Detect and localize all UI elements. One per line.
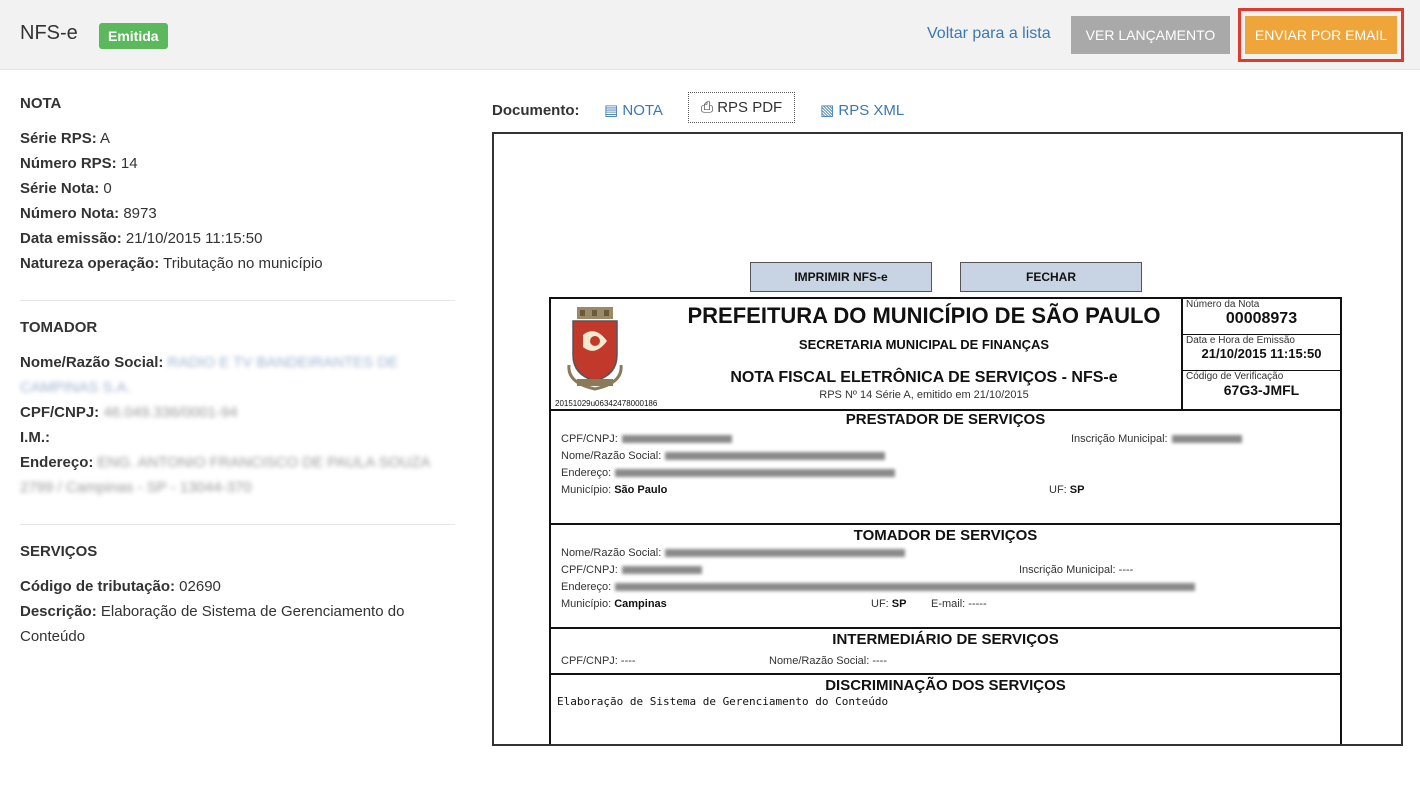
note-number-cell: Número da Nota 00008973 <box>1183 299 1340 335</box>
prestador-city: Município: São Paulo <box>561 484 668 496</box>
prestador-name: Nome/Razão Social: <box>561 450 885 462</box>
prestador-title: PRESTADOR DE SERVIÇOS <box>845 411 1046 428</box>
view-entry-button[interactable]: VER LANÇAMENTO <box>1071 16 1230 54</box>
nfse-title: NOTA FISCAL ELETRÔNICA DE SERVIÇOS - NFS-e <box>730 369 1118 386</box>
servico-description: Descrição: Elaboração de Sistema de Gerenciamento do Conteúdo <box>20 603 405 645</box>
note-info-box <box>1181 299 1340 411</box>
prestador-cpf: CPF/CNPJ: <box>561 433 732 445</box>
email-button-highlight <box>1238 8 1404 62</box>
intermediario-cpf: CPF/CNPJ: ---- <box>561 655 636 667</box>
prestador-uf: UF: SP <box>1049 484 1085 496</box>
discriminacao-title: DISCRIMINAÇÃO DOS SERVIÇOS <box>825 677 1066 694</box>
intermediario-name: Nome/Razão Social: ---- <box>769 655 887 667</box>
tab-rps-xml[interactable]: ▧ RPS XML <box>820 102 905 119</box>
verification-cell: Código de Verificação 67G3-JMFL <box>1186 371 1300 398</box>
tomador-doc-address: Endereço: <box>561 581 1195 593</box>
details-panel <box>20 95 455 649</box>
city-hall-title: PREFEITURA DO MUNICÍPIO DE SÃO PAULO <box>687 303 1161 328</box>
print-nfse-button[interactable]: IMPRIMIR NFS-e <box>750 262 932 292</box>
pdf-icon: ⎙ <box>701 99 714 116</box>
tomador-name: Nome/Razão Social: RADIO E TV BANDEIRANTES DE CAMPINAS S.A. <box>20 354 399 396</box>
tomador-doc-section <box>551 525 1340 629</box>
xml-icon: ▧ <box>820 102 835 119</box>
tomador-doc-uf: UF: SP <box>871 598 907 610</box>
city-crest-icon <box>565 305 625 391</box>
tomador-im: I.M.: <box>20 429 50 446</box>
page-title: NFS-e <box>20 22 78 44</box>
servicos-section-title: SERVIÇOS <box>20 543 98 560</box>
tomador-doc-name: Nome/Razão Social: <box>561 547 905 559</box>
tomador-doc-title: TOMADOR DE SERVIÇOS <box>853 527 1038 544</box>
prestador-address: Endereço: <box>561 467 895 479</box>
tab-rps-pdf[interactable]: ⎙ RPS PDF <box>688 92 795 123</box>
tomador-doc-city: Município: Campinas <box>561 598 667 610</box>
status-badge: Emitida <box>99 23 168 49</box>
secretariat-title: SECRETARIA MUNICIPAL DE FINANÇAS <box>798 337 1050 352</box>
intermediario-title: INTERMEDIÁRIO DE SERVIÇOS <box>832 631 1059 648</box>
intermediario-section <box>551 629 1340 675</box>
servico-code: Código de tributação: 02690 <box>20 578 221 595</box>
nfse-header <box>551 299 1340 411</box>
verification-code-line: 20151029u06342478000186 <box>555 399 658 408</box>
discriminacao-section <box>551 675 1340 746</box>
prestador-im: Inscrição Municipal: <box>1071 433 1242 445</box>
discriminacao-text: Elaboração de Sistema de Gerenciamento do Conteúdo <box>557 695 889 708</box>
document-icon: ▤ <box>604 102 619 119</box>
document-label: Documento: <box>492 102 580 119</box>
nota-field: Série Nota: 0 <box>20 180 112 197</box>
nota-field: Natureza operação: Tributação no município <box>20 255 323 272</box>
tomador-doc-im: Inscrição Municipal: ---- <box>1019 564 1134 576</box>
nota-field: Número Nota: 8973 <box>20 205 157 222</box>
send-email-button[interactable]: ENVIAR POR EMAIL <box>1245 16 1397 54</box>
tab-nota[interactable]: ▤ NOTA <box>604 102 663 119</box>
tomador-address: Endereço: ENG. ANTONIO FRANCISCO DE PAULA SOUZA 2799 / Campinas - SP - 13044-370 <box>20 454 430 496</box>
nota-section-title: NOTA <box>20 95 62 112</box>
top-bar <box>0 0 1420 70</box>
nota-field: Data emissão: 21/10/2015 11:15:50 <box>20 230 263 247</box>
divider <box>20 300 455 301</box>
tomador-section-title: TOMADOR <box>20 319 98 336</box>
emission-date-cell: Data e Hora de Emissão 21/10/2015 11:15:50 <box>1183 335 1340 371</box>
close-button[interactable]: FECHAR <box>960 262 1142 292</box>
tomador-cnpj: CPF/CNPJ: 46.049.336/0001-94 <box>20 404 238 421</box>
prestador-section <box>551 411 1340 525</box>
tomador-doc-cpf: CPF/CNPJ: <box>561 564 702 576</box>
divider <box>20 524 455 525</box>
nota-field: Número RPS: 14 <box>20 155 138 172</box>
nfse-document <box>549 297 1342 746</box>
nota-field: Série RPS: A <box>20 130 111 147</box>
rps-line: RPS Nº 14 Série A, emitido em 21/10/2015 <box>819 389 1029 401</box>
document-viewer[interactable] <box>492 132 1403 746</box>
back-to-list-link[interactable]: Voltar para a lista <box>927 25 1051 42</box>
tomador-doc-email: E-mail: ----- <box>931 598 987 610</box>
